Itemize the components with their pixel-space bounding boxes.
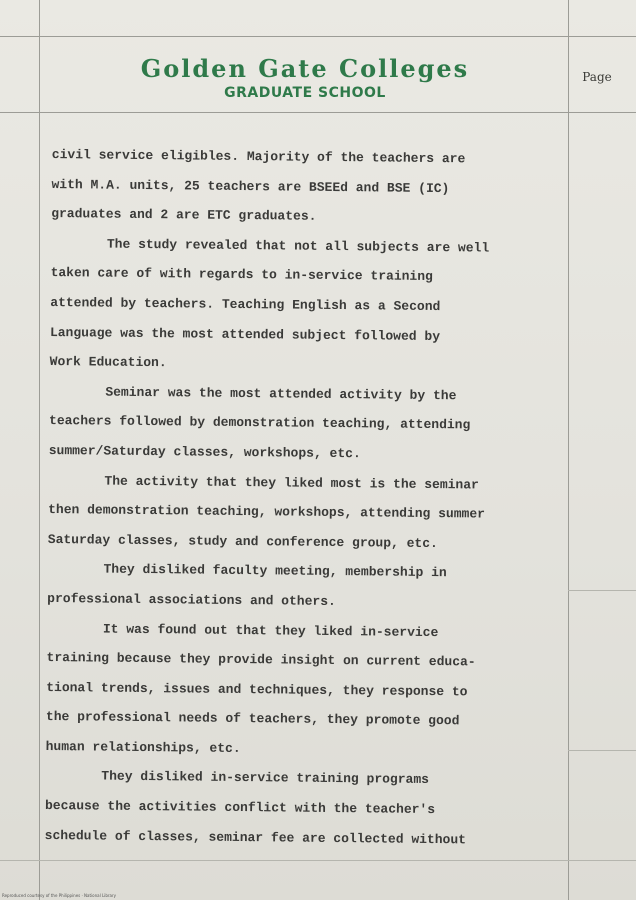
text-line: civil service eligibles. Majority of the teachers are (51, 146, 466, 167)
header-bottom-rule (0, 112, 636, 113)
body-text (45, 140, 562, 856)
left-margin-rule (39, 0, 40, 900)
text-line: The study revealed that not all subjects are well (106, 236, 490, 256)
footer-rule (0, 860, 636, 861)
text-line: Language was the most attended subject followed by (49, 324, 441, 344)
text-line: Seminar was the most attended activity by the (105, 384, 457, 403)
text-line: taken care of with regards to in-service training (50, 265, 433, 285)
text-line: teachers followed by demonstration teaching, attending (48, 413, 471, 433)
school-name: GRADUATE SCHOOL (224, 85, 386, 101)
text-line: with M.A. units, 25 teachers are BSEEd and BSE (IC) (51, 176, 450, 196)
header-top-rule (0, 36, 636, 37)
text-line: They disliked in-service training programs (101, 769, 430, 788)
text-line: They disliked faculty meeting, membership in (103, 561, 447, 581)
page-label: Page (582, 70, 612, 84)
margin-column-rule-1 (568, 590, 636, 591)
text-line: the professional needs of teachers, they promote good (45, 709, 460, 729)
text-line: tional trends, issues and techniques, they response to (46, 679, 468, 700)
college-name: Golden Gate Colleges (140, 54, 470, 83)
text-line: schedule of classes, seminar fee are collected without (44, 827, 467, 848)
text-line: Saturday classes, study and conference group, etc. (47, 531, 438, 551)
archive-credit: Reproduced courtesy of the Philippines · National Library (2, 893, 116, 898)
text-line: professional associations and others. (47, 590, 336, 609)
text-line: then demonstration teaching, workshops, attending summer (48, 502, 486, 522)
text-line: Work Education. (49, 354, 167, 371)
text-line: attended by teachers. Teaching English as a Second (50, 294, 441, 315)
text-line: training because they provide insight on current educa- (46, 650, 476, 670)
text-line: The activity that they liked most is the seminar (104, 473, 479, 493)
margin-column-rule-2 (568, 750, 636, 751)
right-margin-rule (568, 0, 569, 900)
text-line: summer/Saturday classes, workshops, etc. (48, 442, 361, 462)
letterhead (40, 38, 570, 110)
text-line: It was found out that they liked in-service (102, 621, 439, 640)
text-line: because the activities conflict with the teacher's (44, 798, 436, 818)
text-line: human relationships, etc. (45, 738, 241, 756)
text-line: graduates and 2 are ETC graduates. (51, 206, 317, 224)
